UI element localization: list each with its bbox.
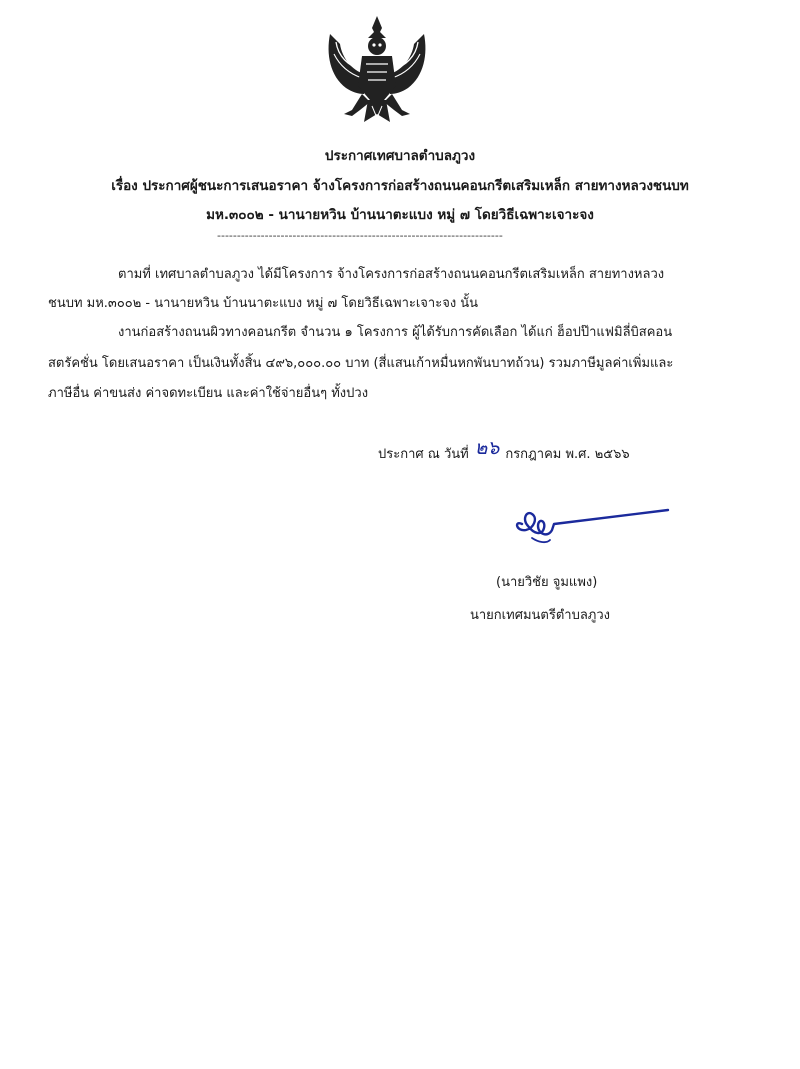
signatory-name: (นายวิชัย จูมแพง) [496,575,598,590]
signatory-position: นายกเทศมนตรีตำบลภูวง [470,608,610,623]
org-title: ประกาศเทศบาลตำบลภูวง [324,148,476,164]
handwritten-signature [508,500,678,550]
body-line-4: สตรัคชั่น โดยเสนอราคา เป็นเงินทั้งสิ้น ๔๙๖,๐๐๐.๐๐ บาท (สี่แสนเก้าหมื่นหกพันบาทถ้วน) รวมภาษีมูลค่าเพิ่มและ [48,356,674,371]
date-day-handwritten: ๒๖ [474,437,500,459]
date-prefix: ประกาศ ณ วันที่ [378,447,469,462]
body-line-2: ชนบท มห.๓๐๐๒ - นานายหวิน บ้านนาตะแบง หมู่ ๗ โดยวิธีเฉพาะเจาะจง นั้น [48,296,479,311]
garuda-emblem-icon [322,14,432,126]
date-suffix: กรกฎาคม พ.ศ. ๒๕๖๖ [505,447,630,462]
subject-line-1: เรื่อง ประกาศผู้ชนะการเสนอราคา จ้างโครงการก่อสร้างถนนคอนกรีตเสริมเหล็ก สายทางหลวงชนบท [111,178,689,194]
body-line-3: งานก่อสร้างถนนผิวทางคอนกรีต จำนวน ๑ โครงการ ผู้ได้รับการคัดเลือก ได้แก่ ฮ็อปป๊าแฟมิลี่บิสคอน [118,325,673,340]
body-line-5: ภาษีอื่น ค่าขนส่ง ค่าจดทะเบียน และค่าใช้จ่ายอื่นๆ ทั้งปวง [48,386,369,401]
body-line-1: ตามที่ เทศบาลตำบลภูวง ได้มีโครงการ จ้างโครงการก่อสร้างถนนคอนกรีตเสริมเหล็ก สายทางหลวง [118,267,665,282]
divider: ------------------------------------------------------------------------ [217,229,503,242]
announcement-date [378,437,630,467]
subject-line-2: มห.๓๐๐๒ - นานายหวิน บ้านนาตะแบง หมู่ ๗ โดยวิธีเฉพาะเจาะจง [206,207,594,223]
